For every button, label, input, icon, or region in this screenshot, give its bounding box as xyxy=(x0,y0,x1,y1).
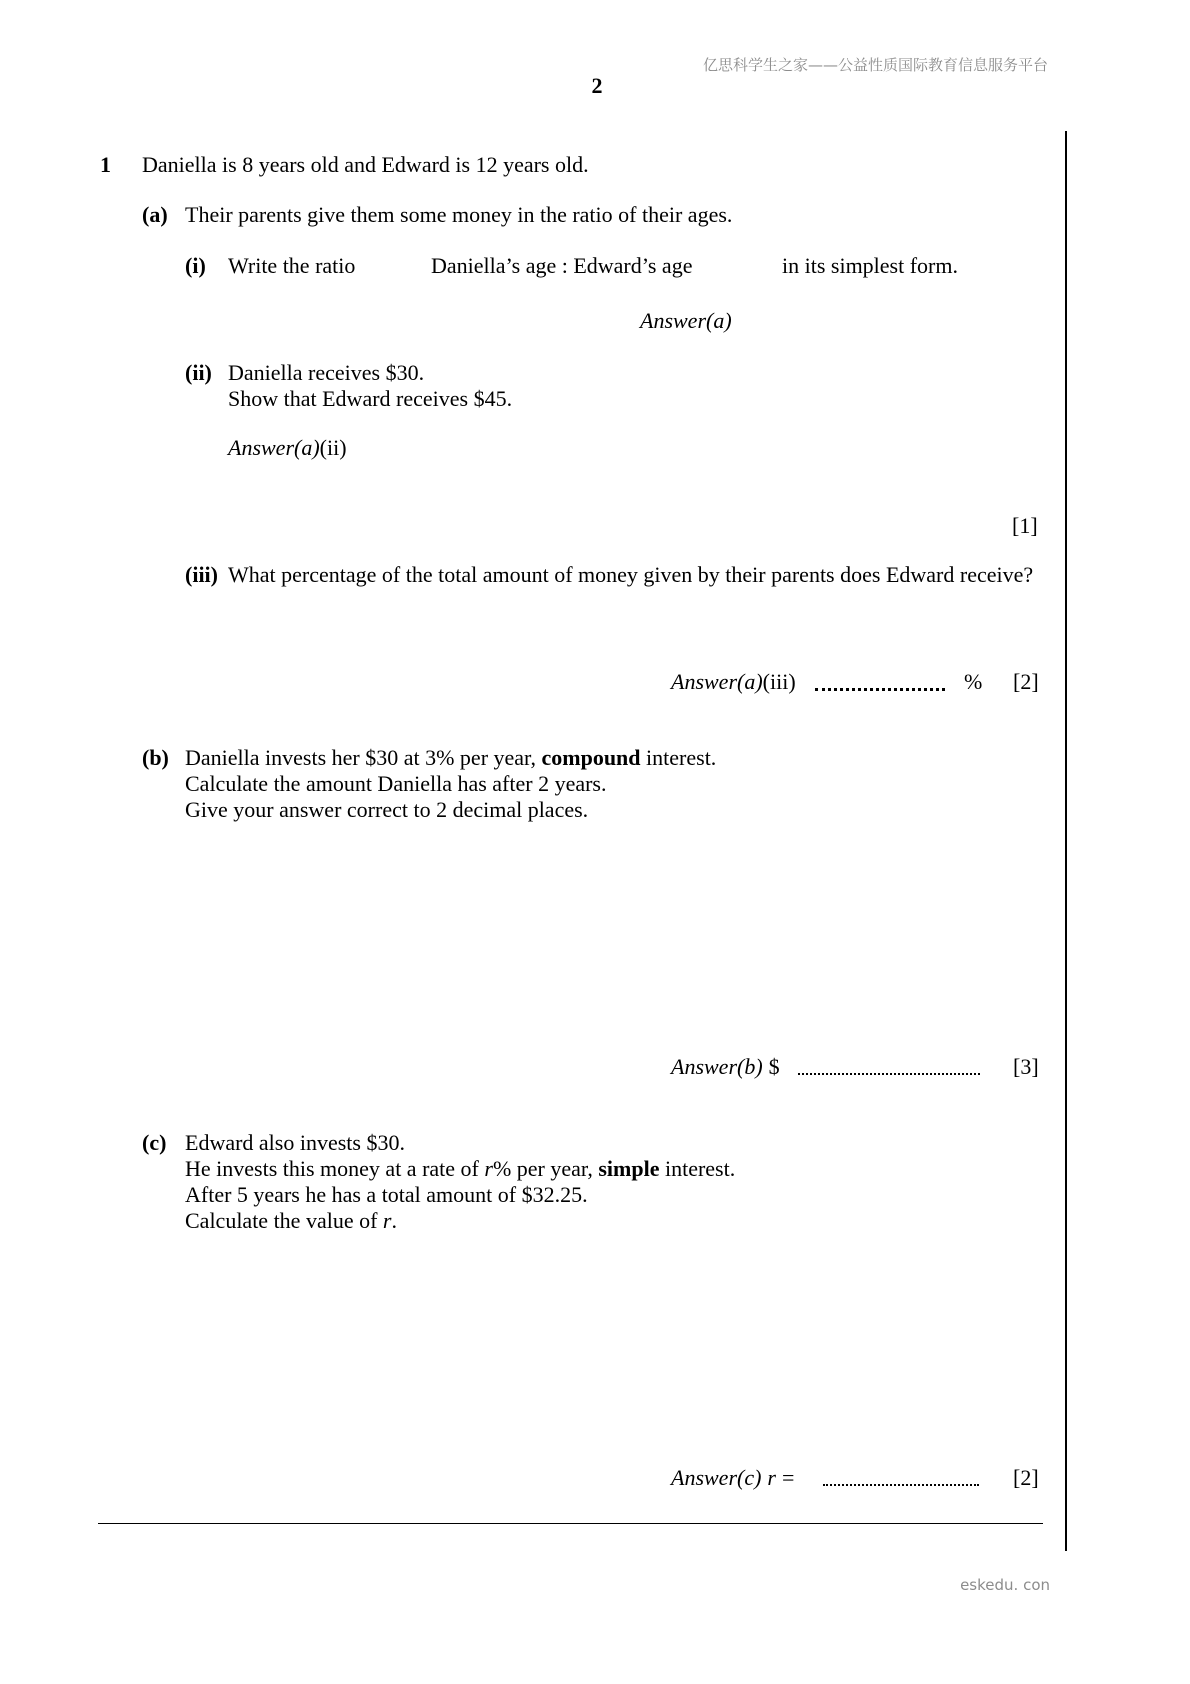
part-b-answer-line xyxy=(798,1054,980,1075)
question-number: 1 xyxy=(100,152,111,177)
answer-label-italic: Answer(b) xyxy=(671,1054,763,1079)
part-a-iii-answer-label xyxy=(671,669,796,695)
part-c-line4-before: Calculate the value of xyxy=(185,1208,383,1233)
answer-label-suffix: (iii) xyxy=(762,669,796,694)
part-b-answer-label xyxy=(671,1054,780,1080)
part-c-line4-after: . xyxy=(391,1208,397,1233)
part-b-label: (b) xyxy=(142,745,169,770)
part-b-line1-before: Daniella invests her $30 at 3% per year, xyxy=(185,745,542,770)
part-b-line3: Give your answer correct to 2 decimal places. xyxy=(185,797,589,822)
part-a-ii-answer-label xyxy=(228,435,347,461)
answer-variable-r: r xyxy=(767,1465,776,1490)
page-number: 2 xyxy=(591,73,603,98)
answer-label-suffix: (ii) xyxy=(319,435,347,460)
variable-r: r xyxy=(484,1156,493,1181)
part-c-line2-before: He invests this money at a rate of xyxy=(185,1156,485,1181)
part-a-i-ratio: Daniella’s age : Edward’s age xyxy=(431,253,693,278)
footer-rule xyxy=(98,1523,1043,1524)
part-c-line2-after: interest. xyxy=(659,1156,736,1181)
part-a-label: (a) xyxy=(142,202,168,227)
part-b-line1 xyxy=(185,745,716,771)
part-a-ii-line1: Daniella receives $30. xyxy=(228,360,425,385)
answer-currency: $ xyxy=(768,1054,780,1079)
header-watermark: 亿思科学生之家——公益性质国际教育信息服务平台 xyxy=(702,56,1048,74)
examiner-margin-line xyxy=(1065,131,1067,1551)
part-c-line1: Edward also invests $30. xyxy=(185,1130,405,1155)
part-b-line2: Calculate the amount Daniella has after 2 years. xyxy=(185,771,607,796)
footer-watermark: eskedu. con xyxy=(960,1576,1050,1594)
part-a-ii-line2: Show that Edward receives $45. xyxy=(228,386,513,411)
part-c-line3: After 5 years he has a total amount of $32.25. xyxy=(185,1182,588,1207)
part-a-i-text-after: in its simplest form. xyxy=(782,253,958,278)
part-a-i-answer-label: Answer(a) xyxy=(640,308,732,333)
answer-label-italic: Answer(a) xyxy=(671,669,763,694)
question-stem: Daniella is 8 years old and Edward is 12 years old. xyxy=(142,152,589,177)
part-a-ii-label: (ii) xyxy=(185,360,212,385)
part-a-iii-label: (iii) xyxy=(185,562,218,587)
part-c-marks: [2] xyxy=(1013,1465,1039,1490)
part-a-ii-marks: [1] xyxy=(1012,513,1038,538)
answer-label-italic: Answer(a) xyxy=(228,435,320,460)
part-c-label: (c) xyxy=(142,1130,167,1155)
part-c-answer-line xyxy=(823,1465,979,1486)
part-c-line2-bold: simple xyxy=(598,1156,660,1181)
part-a-iii-answer-line xyxy=(815,669,945,691)
answer-equals: = xyxy=(781,1465,795,1490)
part-b-line1-bold: compound xyxy=(541,745,641,770)
part-c-line4 xyxy=(185,1208,397,1234)
part-a-text: Their parents give them some money in the ratio of their ages. xyxy=(185,202,733,227)
part-c-line2 xyxy=(185,1156,735,1182)
part-b-line1-after: interest. xyxy=(640,745,717,770)
part-b-marks: [3] xyxy=(1013,1054,1039,1079)
part-a-iii-marks: [2] xyxy=(1013,669,1039,694)
part-a-iii-unit: % xyxy=(964,669,983,694)
part-c-line2-mid: % per year, xyxy=(492,1156,599,1181)
part-a-i-label: (i) xyxy=(185,253,206,278)
part-c-answer-label xyxy=(671,1465,794,1491)
part-a-i-text-before: Write the ratio xyxy=(228,253,356,278)
part-a-iii-text: What percentage of the total amount of money given by their parents does Edward receive? xyxy=(228,562,1034,587)
variable-r: r xyxy=(382,1208,392,1233)
answer-label-italic: Answer(c) xyxy=(671,1465,762,1490)
